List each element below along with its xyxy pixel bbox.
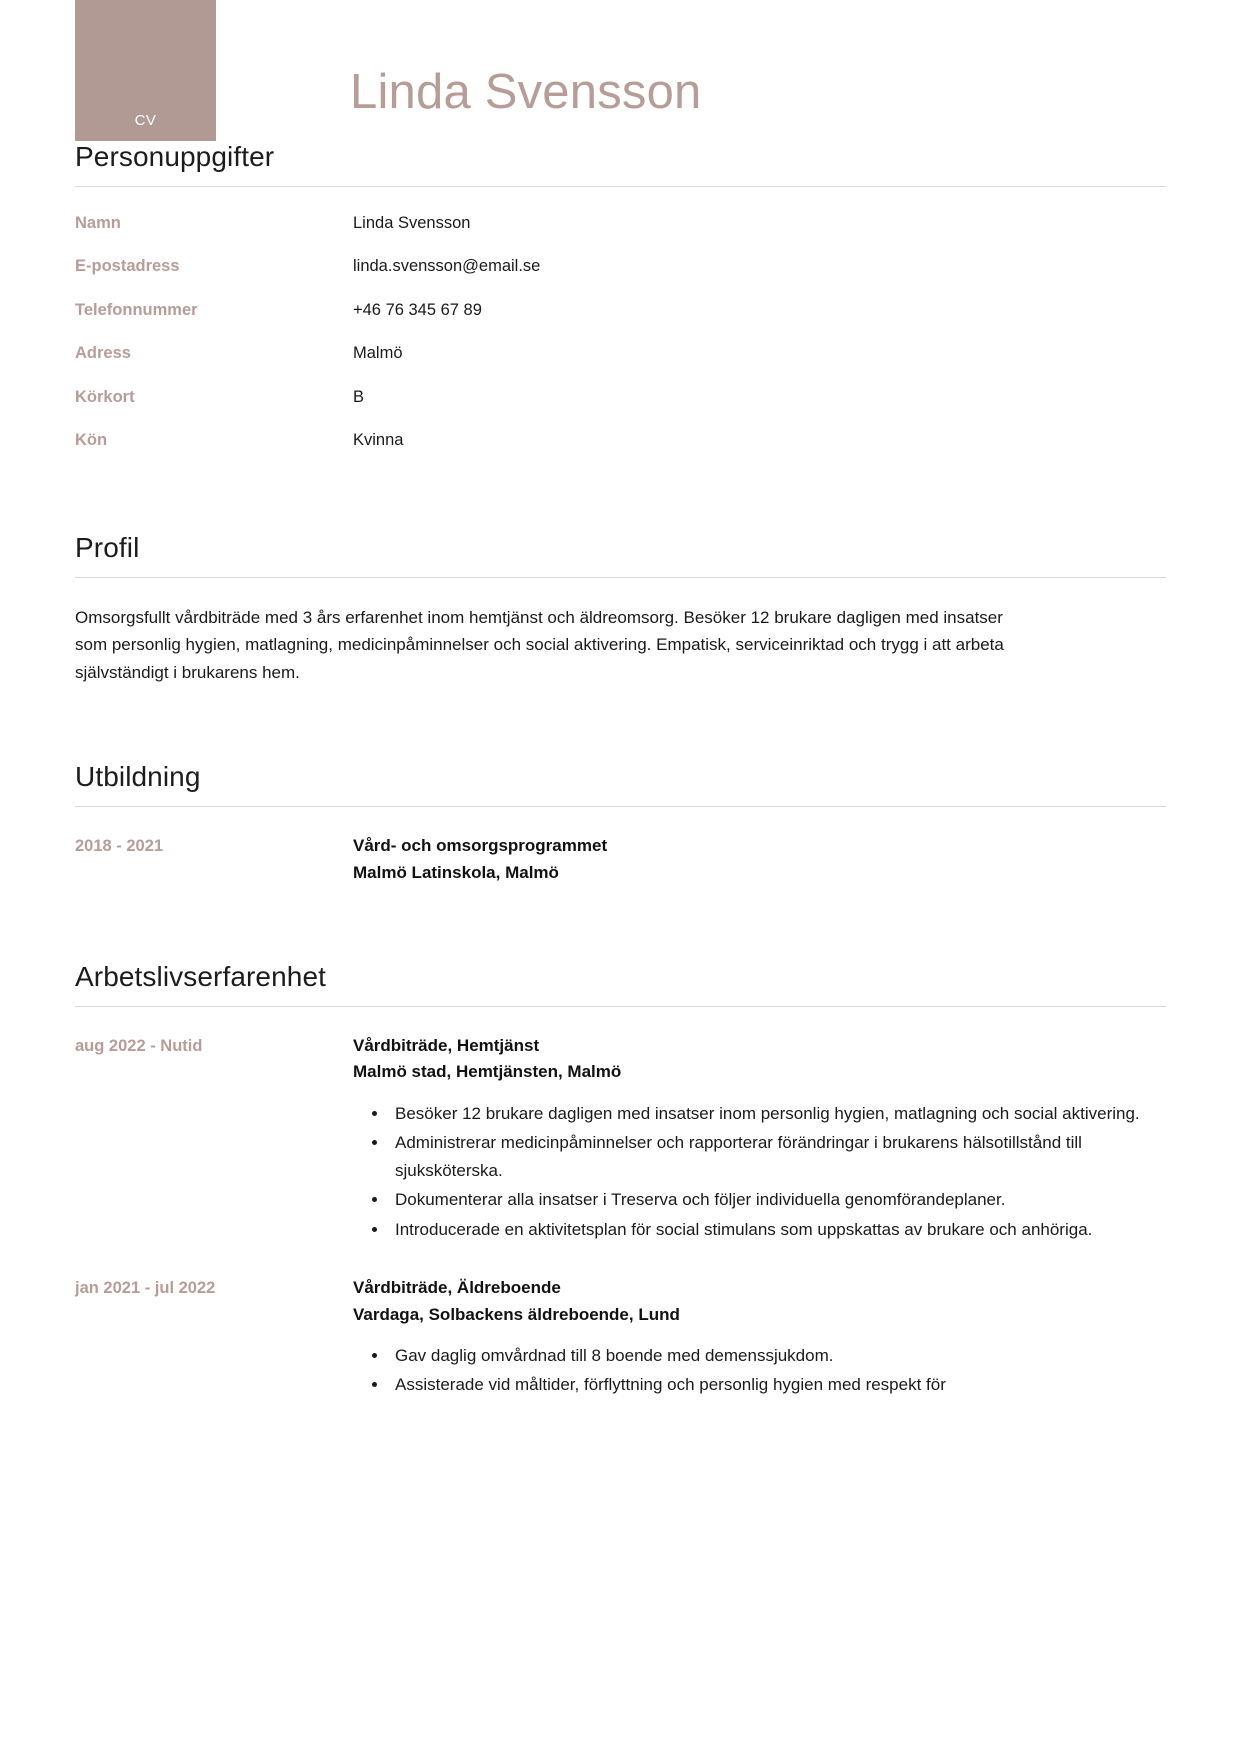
entry-bullet-list <box>353 1342 1166 1399</box>
entry-date: aug 2022 - Nutid <box>75 1036 203 1055</box>
list-item: • Administrerar medicinpåminnelser och rapporterar förändringar i brukarens hälsotillstånd till sjuksköterska. <box>389 1129 1166 1184</box>
entry-date: 2018 - 2021 <box>75 837 164 856</box>
entry-org: Malmö Latinskola, Malmö <box>353 862 559 882</box>
detail-row <box>75 387 1166 408</box>
section-education <box>75 761 1166 886</box>
entry-title: Vård- och omsorgsprogrammet <box>353 836 608 856</box>
detail-label: Adress <box>75 344 131 363</box>
list-item: • Dokumenterar alla insatser i Treserva och följer individuella genomförandeplaner. <box>389 1186 1166 1214</box>
spacer <box>75 686 1166 761</box>
spacer <box>75 474 1166 532</box>
detail-value: +46 76 345 67 89 <box>353 300 482 319</box>
detail-label: Kön <box>75 431 108 450</box>
section-personal-details <box>75 141 1166 452</box>
detail-label: Namn <box>75 214 121 232</box>
detail-row <box>75 256 1166 277</box>
section-divider <box>75 186 1166 187</box>
list-item: • Introducerade en aktivitetsplan för social stimulans som uppskattas av brukare och anhöriga. <box>389 1216 1166 1244</box>
detail-value: B <box>353 387 365 406</box>
page-title: Linda Svensson <box>350 65 702 119</box>
detail-row <box>75 213 1166 234</box>
entry-org: Malmö stad, Hemtjänsten, Malmö <box>353 1062 622 1082</box>
detail-row <box>75 300 1166 321</box>
entry-body <box>353 833 1166 886</box>
education-entry <box>75 833 1166 886</box>
entry-title: Vårdbiträde, Äldreboende <box>353 1278 561 1298</box>
section-profile <box>75 532 1166 687</box>
detail-value: Kvinna <box>353 431 404 450</box>
detail-label: E-postadress <box>75 257 180 276</box>
entry-body <box>353 1033 1166 1245</box>
cv-header <box>0 0 1241 141</box>
detail-row <box>75 343 1166 364</box>
experience-list <box>75 1033 1166 1401</box>
education-list <box>75 833 1166 886</box>
detail-value: Linda Svensson <box>353 214 471 232</box>
cv-page-body <box>0 141 1241 1401</box>
list-item: • Besöker 12 brukare dagligen med insatser inom personlig hygien, matlagning och social aktivering. <box>389 1100 1166 1128</box>
section-title-experience: Arbetslivserfarenhet <box>75 960 327 992</box>
section-experience <box>75 961 1166 1401</box>
spacer <box>75 886 1166 961</box>
section-title-education: Utbildning <box>75 761 201 793</box>
entry-date: jan 2021 - jul 2022 <box>75 1279 216 1298</box>
detail-value: Malmö <box>353 344 403 363</box>
list-item: • Gav daglig omvårdnad till 8 boende med demenssjukdom. <box>389 1342 1166 1370</box>
profile-text: Omsorgsfullt vårdbiträde med 3 års erfarenhet inom hemtjänst och äldreomsorg. Besöker 12 brukare dagligen med insatser som personlig hygien, matlagning, medicinpåminnelser och social aktivering. Empatisk, serviceinriktad och trygg i att arbeta självständigt i brukarens hem. <box>75 607 1004 682</box>
section-divider <box>75 577 1166 578</box>
cv-badge-block <box>75 0 216 141</box>
list-item: • Assisterade vid måltider, förflyttning och personlig hygien med respekt för <box>389 1371 1166 1399</box>
entry-bullet-list <box>353 1100 1166 1244</box>
experience-entry <box>75 1033 1166 1245</box>
entry-body <box>353 1275 1166 1401</box>
section-divider <box>75 1006 1166 1007</box>
entry-org: Vardaga, Solbackens äldreboende, Lund <box>353 1304 680 1324</box>
detail-value: linda.svensson@email.se <box>353 257 541 276</box>
detail-label: Körkort <box>75 387 135 406</box>
entry-title: Vårdbiträde, Hemtjänst <box>353 1035 540 1055</box>
detail-row <box>75 430 1166 451</box>
section-title-personal-details: Personuppgifter <box>75 141 275 172</box>
experience-entry <box>75 1275 1166 1401</box>
personal-details-list <box>75 213 1166 452</box>
section-divider <box>75 806 1166 807</box>
cv-badge-label: CV <box>134 112 157 129</box>
section-title-profile: Profil <box>75 531 140 563</box>
detail-label: Telefonnummer <box>75 300 198 319</box>
